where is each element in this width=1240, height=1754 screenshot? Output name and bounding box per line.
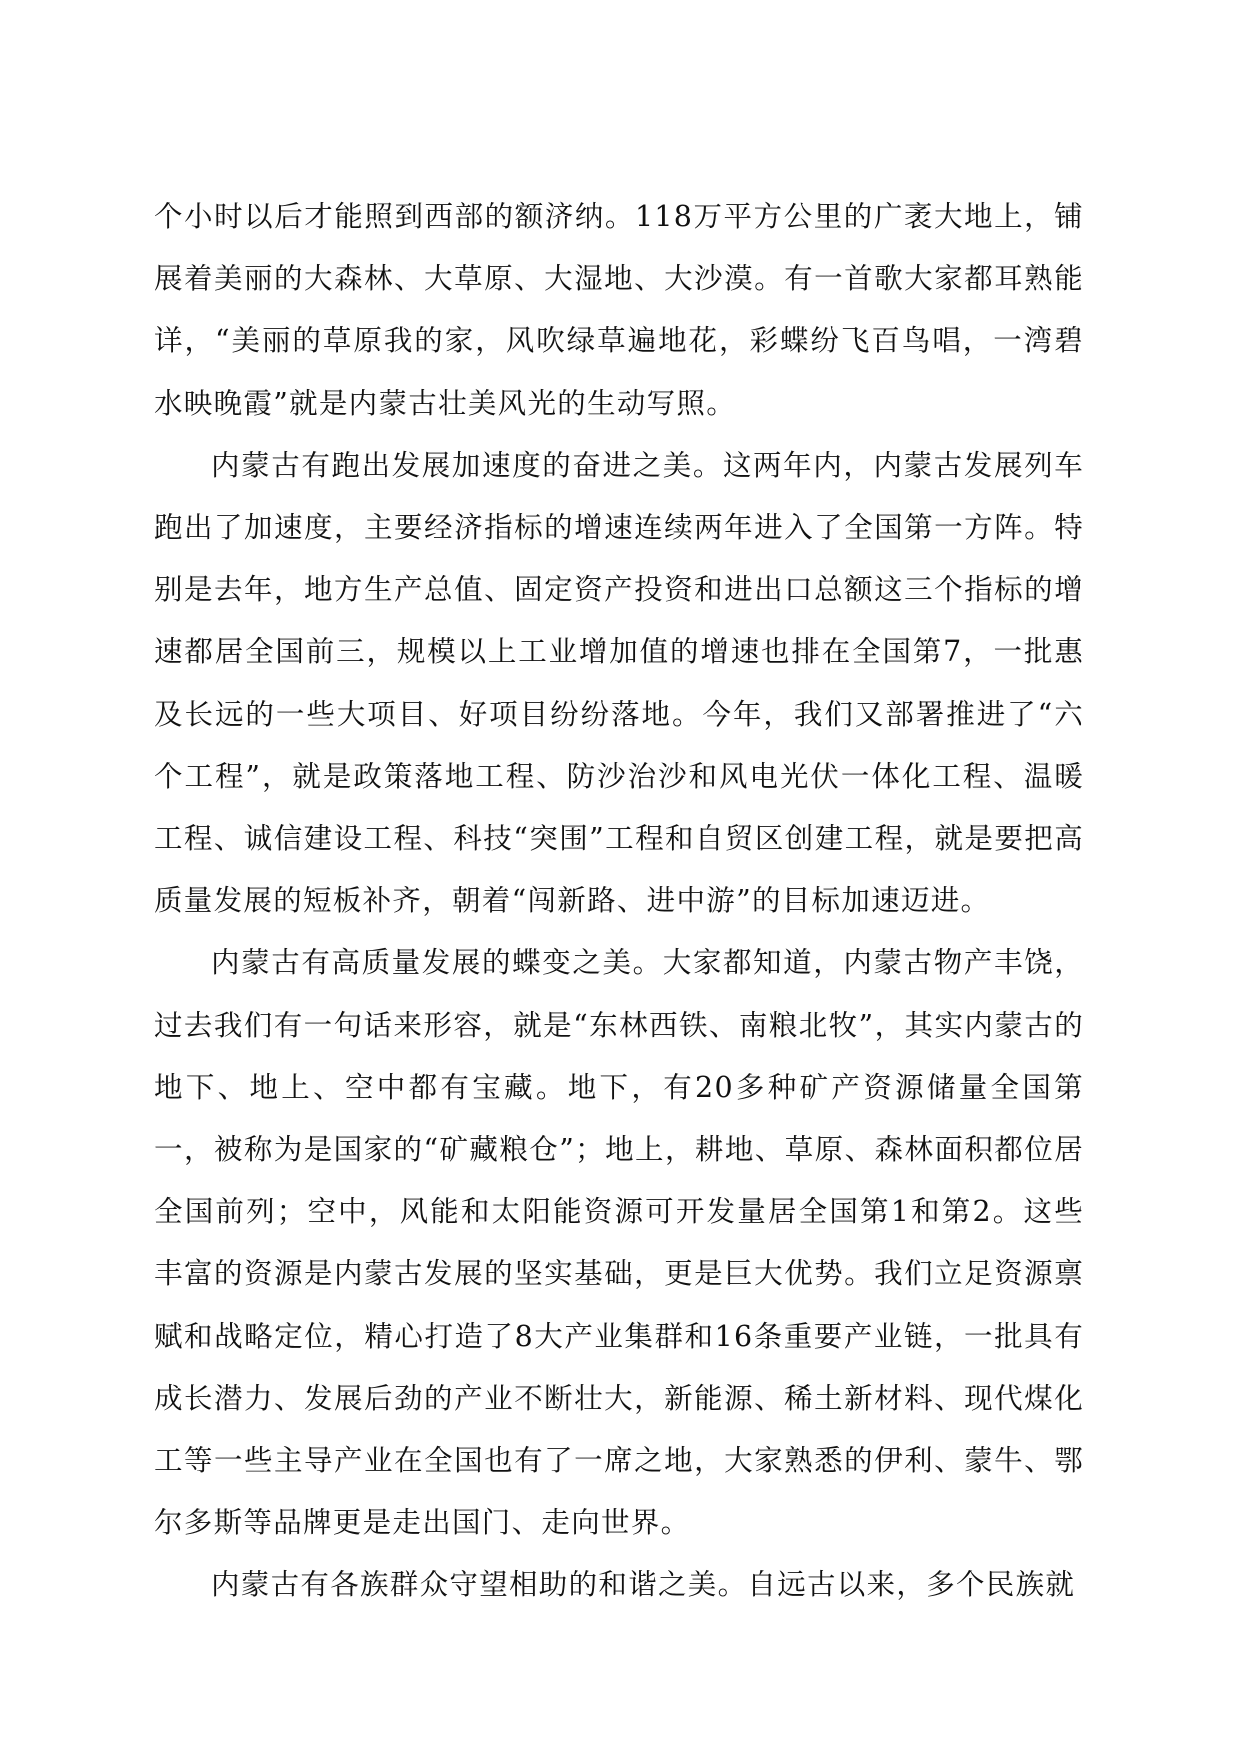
paragraph-4: 内蒙古有各族群众守望相助的和谐之美。自远古以来，多个民族就 bbox=[211, 1568, 1076, 1602]
paragraph-1: 个小时以后才能照到西部的额济纳。118万平方公里的广袤大地上，铺展着美丽的大森林、大草原、大湿地、大沙漠。有一首歌大家都耳熟能详，“美丽的草原我的家，风吹绿草遍地花，彩蝶纷飞百鸟唱，一湾碧水映晚霞”就是内蒙古壮美风光的生动写照。 bbox=[154, 200, 1084, 420]
paragraph-2: 内蒙古有跑出发展加速度的奋进之美。这两年内，内蒙古发展列车跑出了加速度，主要经济指标的增速连续两年进入了全国第一方阵。特别是去年，地方生产总值、固定资产投资和进出口总额这三个指标的增速都居全国前三，规模以上工业增加值的增速也排在全国第7，一批惠及长远的一些大项目、好项目纷纷落地。今年，我们又部署推进了“六个工程”，就是政策落地工程、防沙治沙和风电光伏一体化工程、温暖工程、诚信建设工程、科技“突围”工程和自贸区创建工程，就是要把高质量发展的短板补齐，朝着“闯新路、进中游”的目标加速迈进。 bbox=[154, 448, 1084, 918]
paragraph-3: 内蒙古有高质量发展的蝶变之美。大家都知道，内蒙古物产丰饶，过去我们有一句话来形容，就是“东林西铁、南粮北牧”，其实内蒙古的地下、地上、空中都有宝藏。地下，有20多种矿产资源储量全国第一，被称为是国家的“矿藏粮仓”；地上，耕地、草原、森林面积都位居全国前列；空中，风能和太阳能资源可开发量居全国第1和第2。这些丰富的资源是内蒙古发展的坚实基础，更是巨大优势。我们立足资源禀赋和战略定位，精心打造了8大产业集群和16条重要产业链，一批具有成长潜力、发展后劲的产业不断壮大，新能源、稀土新材料、现代煤化工等一些主导产业在全国也有了一席之地，大家熟悉的伊利、蒙牛、鄂尔多斯等品牌更是走出国门、走向世界。 bbox=[154, 946, 1084, 1540]
document-body bbox=[154, 186, 1084, 1617]
